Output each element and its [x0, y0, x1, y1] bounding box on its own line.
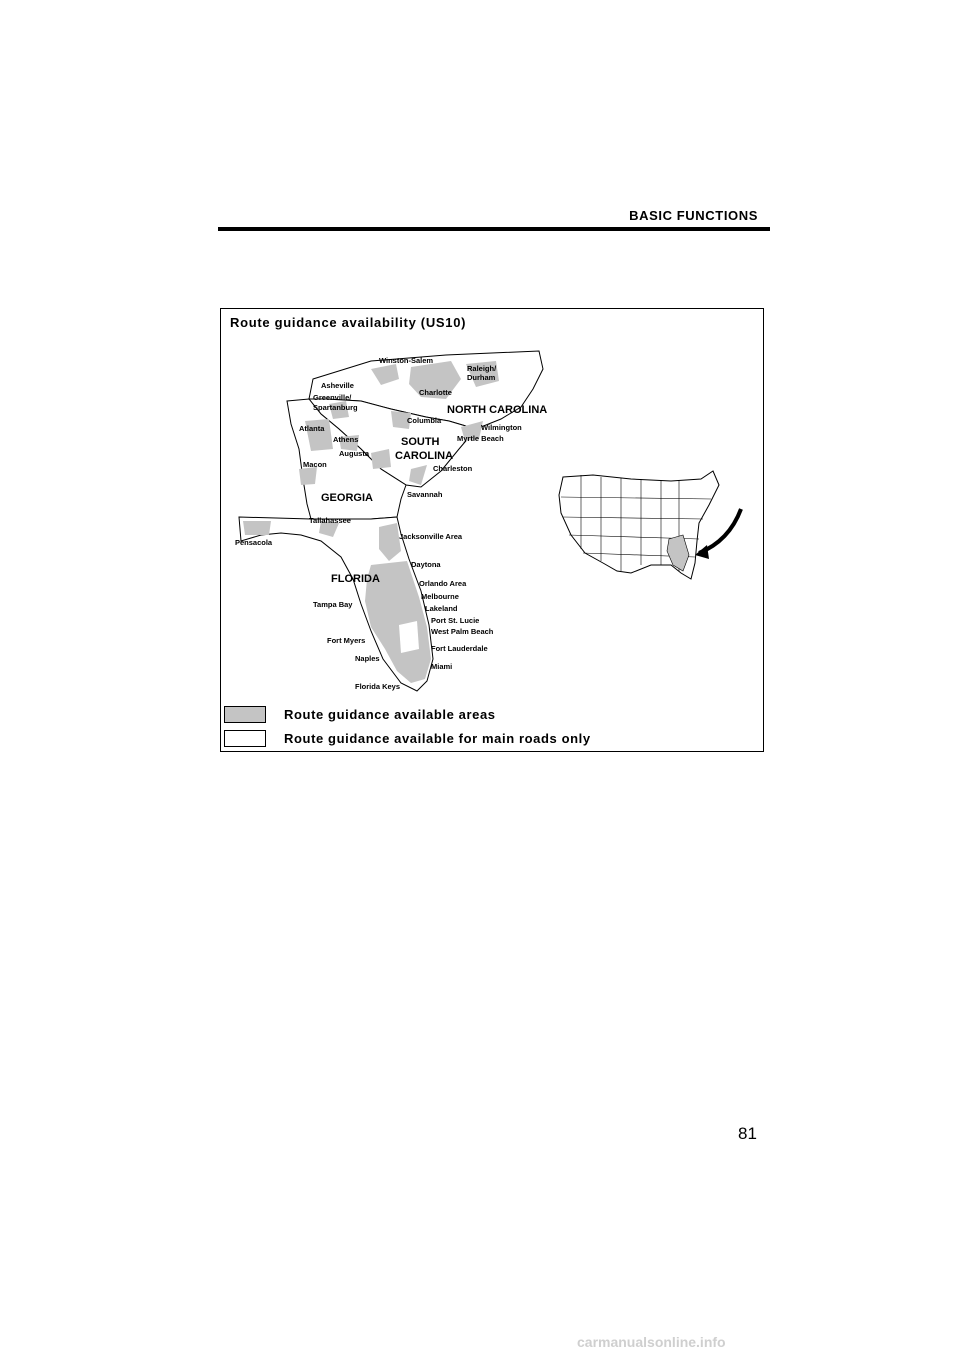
svg-text:Port St. Lucie: Port St. Lucie	[431, 616, 480, 625]
svg-text:Charleston: Charleston	[433, 464, 473, 473]
svg-text:Columbia: Columbia	[407, 416, 442, 425]
state-label-fl: FLORIDA	[331, 573, 380, 585]
figure-caption: Route guidance availability (US10)	[230, 315, 467, 330]
svg-text:West Palm Beach: West Palm Beach	[431, 627, 494, 636]
svg-text:Raleigh/: Raleigh/	[467, 364, 497, 373]
svg-text:Durham: Durham	[467, 373, 496, 382]
svg-text:Fort Myers: Fort Myers	[327, 636, 366, 645]
section-title: BASIC FUNCTIONS	[629, 208, 758, 223]
svg-text:Winston-Salem: Winston-Salem	[379, 356, 434, 365]
svg-text:Tallahassee: Tallahassee	[309, 516, 351, 525]
legend-label-main-roads: Route guidance available for main roads only	[284, 731, 591, 746]
svg-text:Tampa Bay: Tampa Bay	[313, 600, 353, 609]
svg-text:Orlando Area: Orlando Area	[419, 579, 467, 588]
page-number: 81	[738, 1124, 757, 1143]
legend-swatch-main-roads	[224, 730, 266, 747]
svg-text:Myrtle Beach: Myrtle Beach	[457, 434, 504, 443]
svg-text:Wilmington: Wilmington	[481, 423, 522, 432]
header-rule	[218, 227, 770, 231]
svg-text:Greenville/: Greenville/	[313, 393, 352, 402]
svg-text:Pensacola: Pensacola	[235, 538, 273, 547]
svg-text:Atlanta: Atlanta	[299, 424, 325, 433]
svg-text:Spartanburg: Spartanburg	[313, 403, 358, 412]
svg-text:Jacksonville Area: Jacksonville Area	[399, 532, 463, 541]
coverage-map	[221, 309, 763, 751]
svg-text:Asheville: Asheville	[321, 381, 354, 390]
route-guidance-figure	[220, 308, 764, 752]
svg-text:Charlotte: Charlotte	[419, 388, 452, 397]
svg-text:Augusta: Augusta	[339, 449, 369, 458]
state-label-ga: GEORGIA	[321, 492, 373, 504]
svg-text:Lakeland: Lakeland	[425, 604, 458, 613]
svg-text:Daytona: Daytona	[411, 560, 441, 569]
svg-text:Savannah: Savannah	[407, 490, 443, 499]
svg-text:Miami: Miami	[431, 662, 453, 671]
state-label-sc-1: SOUTH	[401, 436, 440, 448]
svg-text:Fort Lauderdale: Fort Lauderdale	[431, 644, 488, 653]
svg-text:Melbourne: Melbourne	[421, 592, 459, 601]
legend-swatch-available	[224, 706, 266, 723]
svg-text:Macon: Macon	[303, 460, 327, 469]
watermark: carmanualsonline.info	[577, 1334, 726, 1350]
svg-text:Athens: Athens	[333, 435, 359, 444]
state-label-nc: NORTH CAROLINA	[447, 404, 548, 416]
svg-text:Florida Keys: Florida Keys	[355, 682, 401, 691]
us-inset-map	[559, 471, 741, 579]
state-label-sc-2: CAROLINA	[395, 450, 454, 462]
svg-text:Naples: Naples	[355, 654, 380, 663]
legend-label-available: Route guidance available areas	[284, 707, 496, 722]
